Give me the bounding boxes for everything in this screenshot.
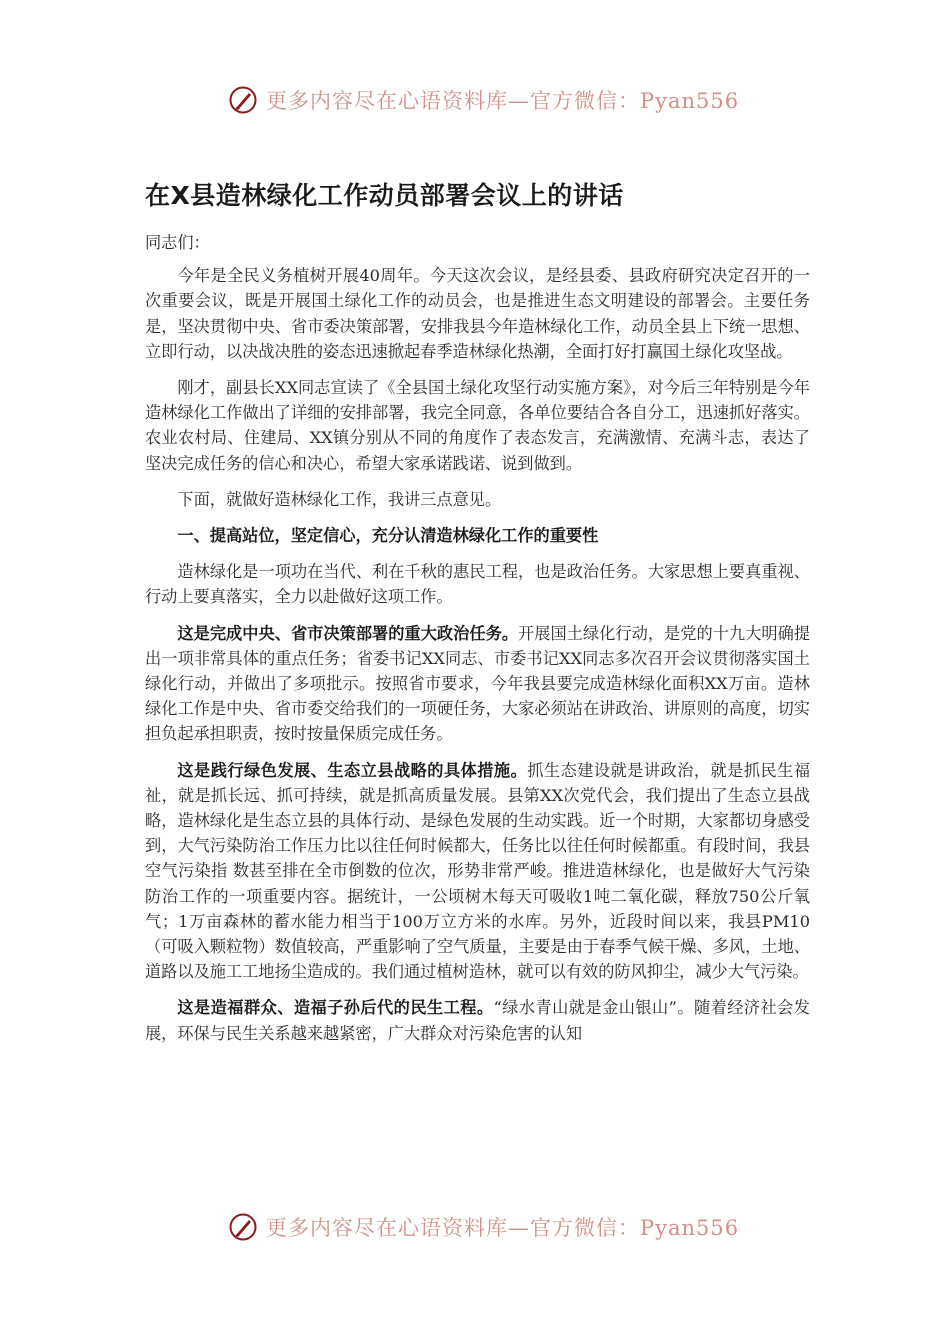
document-body (145, 230, 810, 1057)
point-lead: 这是践行绿色发展、生态立县战略的具体措施。 (177, 760, 528, 780)
paragraph: 下面，就做好造林绿化工作，我讲三点意见。 (177, 489, 502, 509)
header-banner[interactable] (228, 80, 739, 120)
point-lead: 这是造福群众、造福子孙后代的民生工程。 (177, 998, 494, 1018)
pen-quill-logo-icon (228, 1212, 258, 1242)
section-heading: 一、提高站位，坚定信心，充分认清造林绿化工作的重要性 (177, 526, 599, 546)
pen-quill-logo-icon (228, 85, 258, 115)
document-title: 在X县造林绿化工作动员部署会议上的讲话 (145, 181, 624, 210)
point-text: 抓生态建设就是讲政治，就是抓民生福祉，就是抓长远、抓可持续，就是抓高质量发展。县第XX次党代会，我们提出了生态立县战略，造林绿化是生态立县的具体行动、是绿色发展的生动实践。近一个时期，大家都切身感受到，大气污染防治工作压力比以往任何时候都大，任务比以往任何时候都重。有段时间，我县空气污染指 数甚至排在全市倒数的位次，形势非常严峻。推进造林绿化，也是做好大气污染防治工作的一项重要内容。据统计，一公顷树木每天可吸收1吨二氧化碳，释放750公斤氧气；1万亩森林的蓄水能力相当于100万立方米的水库。另外，近段时间以来，我县PM10（可吸入颗粒物）数值较高，严重影响了空气质量，主要是由于春季气候干燥、多风，土地、道路以及施工工地扬尘造成的。我们通过植树造林，就可以有效的防风抑尘，减少大气污染。 (145, 760, 811, 982)
point-paragraph (145, 995, 810, 1045)
salutation: 同志们： (145, 233, 210, 252)
point-text: “绿水青山就是金山银山”。随着经济社会发展，环保与民生关系越来越紧密，广大群众对污染危害的认知 (145, 998, 810, 1043)
footer-banner[interactable] (228, 1207, 739, 1247)
paragraph: 刚才，副县长XX同志宣读了《全县国土绿化攻坚行动实施方案》，对今后三年特别是今年造林绿化工作做出了详细的安排部署，我完全同意，各单位要结合各自分工，迅速抓好落实。农业农村局、住建局、XX镇分别从不同的角度作了表态发言，充满激情、充满斗志，表达了坚决完成任务的信心和决心，希望大家承诺践诺、说到做到。 (145, 378, 810, 473)
point-paragraph (145, 621, 810, 747)
footer-banner-text: 更多内容尽在心语资料库—官方微信：Pyan556 (266, 1216, 740, 1240)
header-banner-text: 更多内容尽在心语资料库—官方微信：Pyan556 (266, 89, 740, 113)
point-text: 开展国土绿化行动，是党的十九大明确提出一项非常具体的重点任务；省委书记XX同志、市委书记XX同志多次召开会议贯彻落实国土绿化行动，并做出了多项批示。按照省市要求，今年我县要完成造林绿化面积XX万亩。造林绿化工作是中央、省市委交给我们的一项硬任务，大家必须站在讲政治、讲原则的高度，切实担负起承担职责，按时按量保质完成任务。 (145, 623, 811, 744)
paragraph: 今年是全民义务植树开展40周年。今天这次会议，是经县委、县政府研究决定召开的一次重要会议，既是开展国土绿化工作的动员会，也是推进生态文明建设的部署会。主要任务是，坚决贯彻中央、省市委决策部署，安排我县今年造林绿化工作，动员全县上下统一思想、立即行动，以决战决胜的姿态迅速掀起春季造林绿化热潮，全面打好打赢国土绿化攻坚战。 (145, 266, 810, 361)
point-lead: 这是完成中央、省市决策部署的重大政治任务。 (177, 623, 519, 643)
point-paragraph (145, 758, 810, 985)
paragraph: 造林绿化是一项功在当代、利在千秋的惠民工程，也是政治任务。大家思想上要真重视、行动上要真落实，全力以赴做好这项工作。 (145, 562, 810, 607)
